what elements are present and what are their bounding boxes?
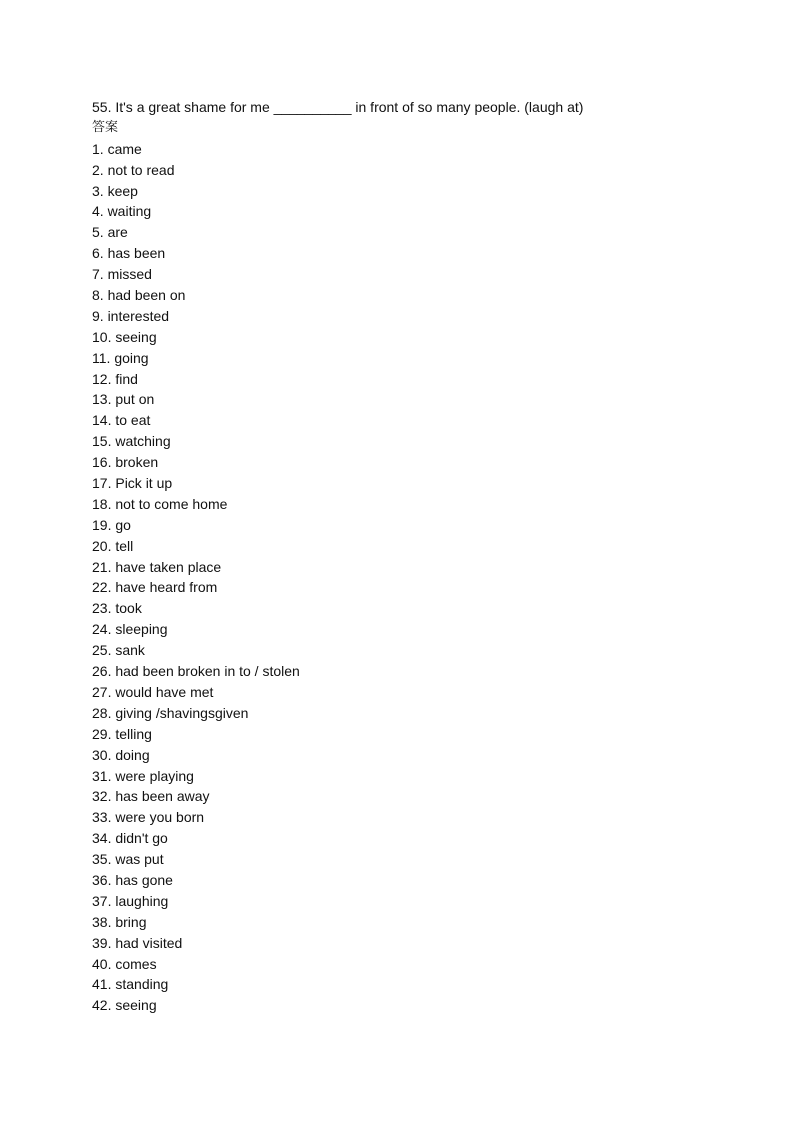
answer-item: 8. had been on — [92, 287, 186, 304]
answer-item: 1. came — [92, 140, 142, 157]
answer-item: 29. telling — [92, 725, 152, 742]
answer-item: 38. bring — [92, 913, 147, 930]
answer-item: 31. were playing — [92, 767, 194, 784]
document-content — [92, 97, 712, 1016]
answer-item: 7. missed — [92, 266, 152, 283]
answer-item: 25. sank — [92, 642, 145, 659]
answer-item: 21. have taken place — [92, 558, 222, 575]
answer-item: 4. waiting — [92, 203, 152, 220]
answer-item: 2. not to read — [92, 161, 175, 178]
answer-item: 15. watching — [92, 433, 171, 450]
answer-item: 20. tell — [92, 537, 134, 554]
answer-item: 37. laughing — [92, 892, 169, 909]
answer-list — [92, 139, 712, 1016]
answer-item: 14. to eat — [92, 412, 151, 429]
answer-item: 28. giving /shavingsgiven — [92, 704, 249, 721]
answer-item: 11. going — [92, 349, 149, 366]
answer-item: 36. has gone — [92, 871, 173, 888]
answer-item: 35. was put — [92, 851, 164, 868]
answer-item: 32. has been away — [92, 788, 210, 805]
answer-item: 13. put on — [92, 391, 155, 408]
answer-item: 41. standing — [92, 976, 169, 993]
answer-item: 23. took — [92, 600, 142, 617]
answer-item: 18. not to come home — [92, 495, 228, 512]
answer-item: 34. didn't go — [92, 830, 168, 847]
answer-item: 17. Pick it up — [92, 475, 173, 492]
answers-heading: 答案 — [92, 119, 119, 135]
answer-item: 26. had been broken in to / stolen — [92, 663, 300, 680]
answer-item: 24. sleeping — [92, 621, 168, 638]
answer-item: 33. were you born — [92, 809, 205, 826]
answer-item: 22. have heard from — [92, 579, 218, 596]
answer-item: 30. doing — [92, 746, 150, 763]
answer-item: 12. find — [92, 370, 138, 387]
answer-item: 5. are — [92, 224, 128, 241]
answer-item: 10. seeing — [92, 328, 157, 345]
answer-item: 40. comes — [92, 955, 157, 972]
answer-item: 6. has been — [92, 245, 166, 262]
question-55: 55. It's a great shame for me __________ in front of so many people. (laugh at) — [92, 99, 584, 115]
answer-item: 27. would have met — [92, 683, 214, 700]
answer-item: 9. interested — [92, 307, 170, 324]
answer-item: 3. keep — [92, 182, 138, 199]
answer-item: 19. go — [92, 516, 131, 533]
answer-item: 39. had visited — [92, 934, 183, 951]
answer-item: 42. seeing — [92, 997, 157, 1014]
answer-item: 16. broken — [92, 454, 159, 471]
